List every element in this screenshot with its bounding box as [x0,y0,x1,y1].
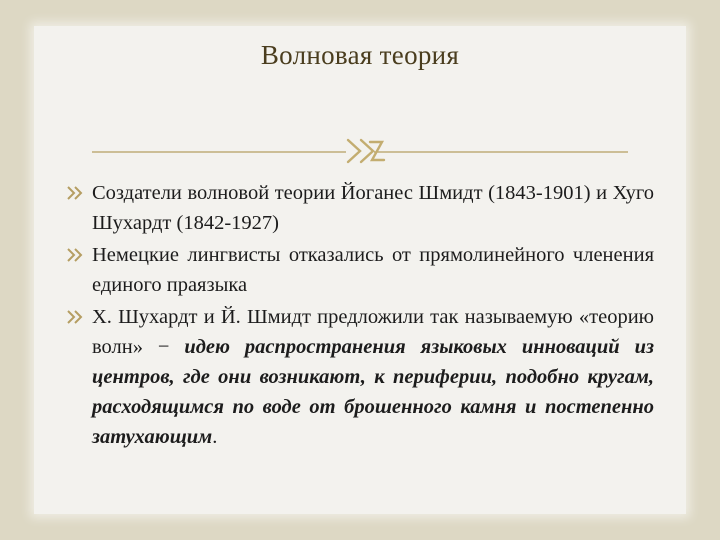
ornament-bullet-icon [66,185,86,201]
list-item-emphasis: идею распространения языковых инноваций из центров, где они возникают, к периферии, подобно кругам, расходящимся по воде от брошенного камня и постепенно затухающим [92,336,655,448]
list-item [66,178,654,238]
list-item [66,240,654,300]
list-item-text: Х. Шухардт и Й. Шмидт предложили так называемую «теорию волн» − [92,306,654,358]
list-item-end: . [212,426,218,448]
list-item-text: Создатели волновой теории Йоганес Шмидт (1843-1901) и Хуго Шухардт (1842-1927) [92,182,654,234]
slide-title: Волновая теория [260,40,460,70]
ornament-bullet-icon [66,247,86,263]
bullet-list [66,178,654,454]
list-item [66,302,654,452]
ornament-bullet-icon [66,309,86,325]
list-item-text: Немецкие лингвисты отказались от прямолинейного членения единого праязыка [92,244,654,296]
ornament-divider [0,0,720,200]
ornament-icon [348,140,384,162]
